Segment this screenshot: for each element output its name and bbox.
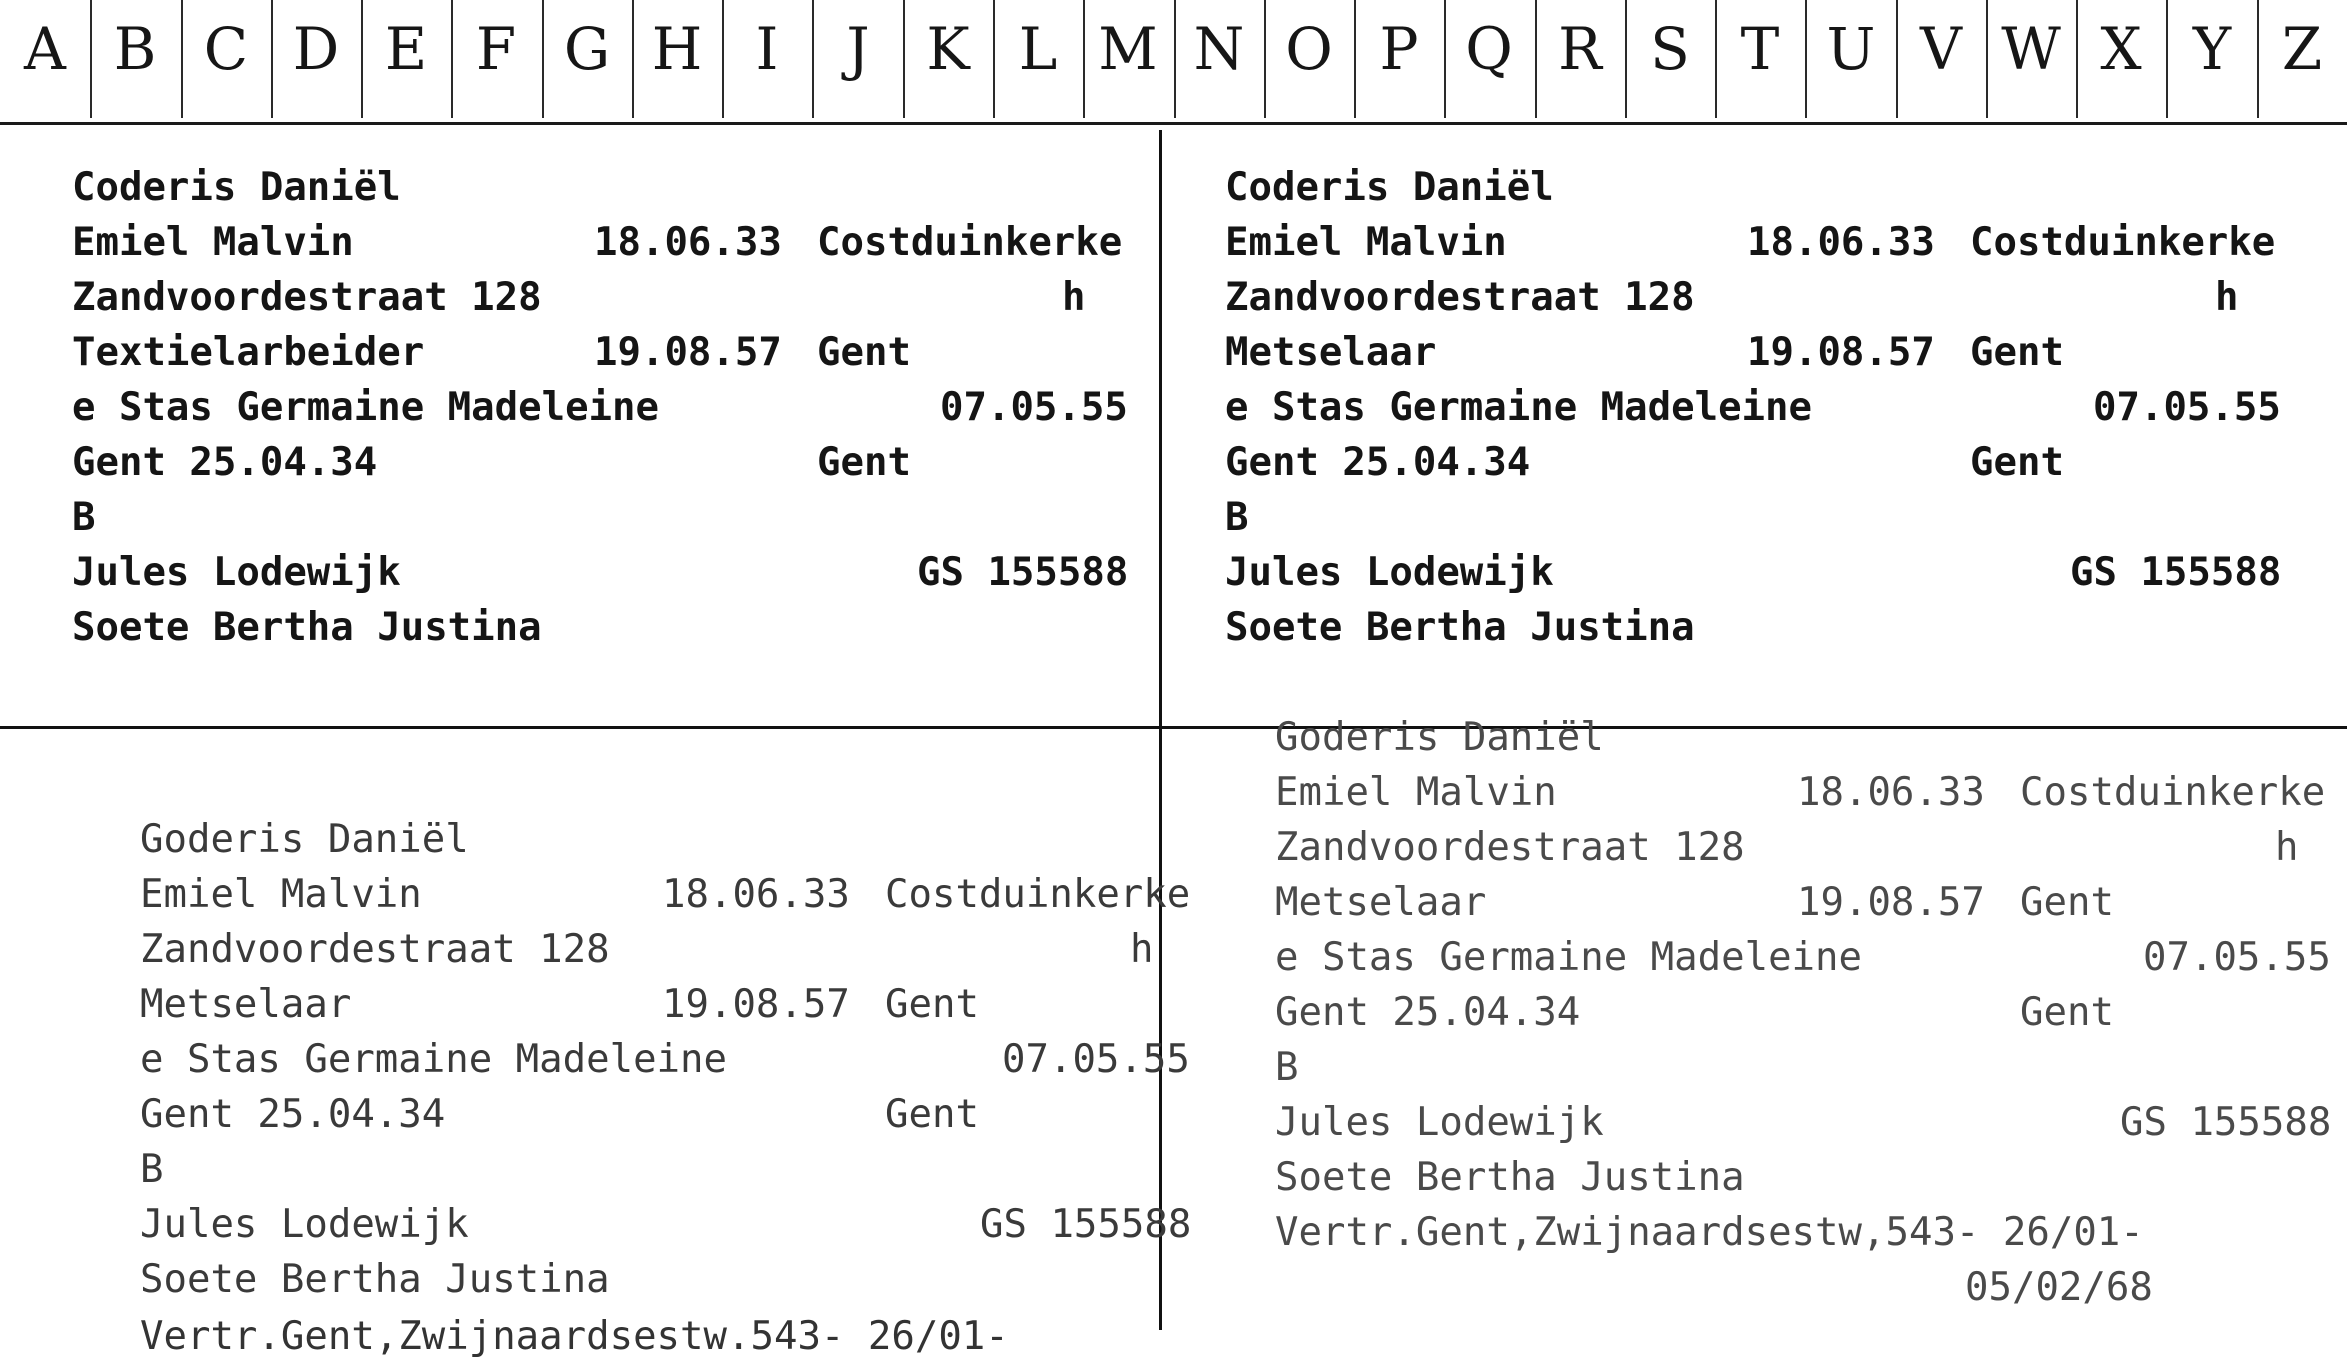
spouse-birth: Gent 25.04.34 (1275, 990, 1581, 1035)
index-divider (361, 0, 363, 118)
card-bottom-left (140, 812, 1192, 1307)
surname: Goderis Daniël (140, 817, 469, 862)
father: Jules Lodewijk (1275, 1100, 1604, 1145)
index-divider (542, 0, 544, 118)
index-letter-g: G (563, 15, 611, 83)
index-letter-j: J (846, 15, 870, 83)
father: Jules Lodewijk (1225, 550, 1554, 595)
index-divider (1805, 0, 1807, 118)
spouse-birth: Gent 25.04.34 (140, 1092, 446, 1137)
alphabet-index-header (0, 0, 2347, 122)
index-divider (993, 0, 995, 118)
spouse: e Stas Germaine Madeleine (1275, 935, 1862, 980)
departure-note: Vertr.Gent,Zwijnaardsestw,543- 26/01- (1275, 1210, 2144, 1255)
birth-place: Costduinkerke (2020, 770, 2326, 815)
occupation-place: Gent (817, 330, 911, 375)
index-letter-v: V (1920, 15, 1962, 83)
surname: Coderis Daniël (1225, 165, 1554, 210)
index-letter-d: D (292, 15, 340, 83)
birth-date: 18.06.33 (594, 220, 782, 265)
spouse-place: Gent (2020, 990, 2114, 1035)
spouse-place: Gent (1970, 440, 2064, 485)
card-bottom-right (1275, 710, 2345, 1315)
index-letter-k: K (926, 15, 970, 83)
spouse: e Stas Germaine Madeleine (140, 1037, 727, 1082)
spouse-place: Gent (817, 440, 911, 485)
header-divider (0, 122, 2347, 125)
birth-place: Costduinkerke (1970, 220, 2276, 265)
index-divider (1625, 0, 1627, 118)
code: B (1275, 1045, 1299, 1090)
mother: Soete Bertha Justina (1275, 1155, 1745, 1200)
index-letter-w: W (2001, 15, 2061, 83)
spouse-birth: Gent 25.04.34 (1225, 440, 1531, 485)
index-divider (1264, 0, 1266, 118)
father: Jules Lodewijk (72, 550, 401, 595)
mother: Soete Bertha Justina (72, 605, 542, 650)
marker: h (1062, 275, 1086, 320)
index-letter-z: Z (2281, 15, 2323, 83)
index-divider (1083, 0, 1085, 118)
code: B (72, 495, 96, 540)
index-letter-p: P (1379, 15, 1419, 83)
index-divider (1444, 0, 1446, 118)
marriage-date: 07.05.55 (940, 385, 1128, 430)
given-names: Emiel Malvin (1225, 220, 1507, 265)
spouse-place: Gent (885, 1092, 979, 1137)
marriage-date: 07.05.55 (2143, 935, 2331, 980)
index-letter-u: U (1826, 15, 1876, 83)
index-letter-r: R (1558, 15, 1602, 83)
index-letter-x: X (2100, 15, 2142, 83)
index-divider (181, 0, 183, 118)
code: B (140, 1147, 164, 1192)
index-letter-l: L (1018, 15, 1058, 83)
spouse-birth: Gent 25.04.34 (72, 440, 378, 485)
index-divider (1174, 0, 1176, 118)
index-divider (1715, 0, 1717, 118)
street-address: Zandvoordestraat 128 (1225, 275, 1695, 320)
occupation: Metselaar (140, 982, 352, 1027)
index-divider (451, 0, 453, 118)
reference-number: GS 155588 (917, 550, 1129, 595)
index-divider (812, 0, 814, 118)
index-letter-e: E (384, 15, 428, 83)
spouse: e Stas Germaine Madeleine (72, 385, 659, 430)
cut-off-line-container (0, 1300, 1159, 1359)
occupation-place: Gent (885, 982, 979, 1027)
index-divider (1896, 0, 1898, 118)
index-letter-m: M (1098, 15, 1158, 83)
reference-number: GS 155588 (980, 1202, 1192, 1247)
index-letter-n: N (1193, 15, 1245, 83)
index-divider (271, 0, 273, 118)
occupation-date: 19.08.57 (594, 330, 782, 375)
index-divider (90, 0, 92, 118)
birth-place: Costduinkerke (885, 872, 1191, 917)
reference-number: GS 155588 (2070, 550, 2282, 595)
index-divider (632, 0, 634, 118)
index-divider (2257, 0, 2259, 118)
occupation: Metselaar (1225, 330, 1437, 375)
occupation-date: 19.08.57 (1747, 330, 1935, 375)
occupation: Textielarbeider (72, 330, 425, 375)
occupation-place: Gent (1970, 330, 2064, 375)
spouse: e Stas Germaine Madeleine (1225, 385, 1812, 430)
index-divider (2076, 0, 2078, 118)
code: B (1225, 495, 1249, 540)
index-letter-c: C (203, 15, 249, 83)
birth-date: 18.06.33 (1797, 770, 1985, 815)
surname: Goderis Daniël (1275, 715, 1604, 760)
departure-line-cut: Vertr.Gent,Zwijnaardsestw.543- 26/01- (140, 1314, 1009, 1359)
index-letter-i: I (755, 15, 779, 83)
index-letter-b: B (113, 15, 157, 83)
father: Jules Lodewijk (140, 1202, 469, 1247)
surname: Coderis Daniël (72, 165, 401, 210)
marker: h (2275, 825, 2299, 870)
birth-date: 18.06.33 (662, 872, 850, 917)
index-divider (1535, 0, 1537, 118)
index-letter-o: O (1285, 15, 1333, 83)
occupation: Metselaar (1275, 880, 1487, 925)
card-top-left (72, 160, 1142, 655)
marker: h (1130, 927, 1154, 972)
occupation-date: 19.08.57 (662, 982, 850, 1027)
street-address: Zandvoordestraat 128 (140, 927, 610, 972)
birth-date: 18.06.33 (1747, 220, 1935, 265)
index-letter-h: H (651, 15, 703, 83)
occupation-date: 19.08.57 (1797, 880, 1985, 925)
occupation-place: Gent (2020, 880, 2114, 925)
marker: h (2215, 275, 2239, 320)
index-letter-a: A (24, 15, 66, 83)
index-divider (903, 0, 905, 118)
index-letter-f: F (475, 15, 517, 83)
given-names: Emiel Malvin (140, 872, 422, 917)
departure-end-date: 05/02/68 (1965, 1265, 2153, 1310)
index-letter-y: Y (2192, 15, 2232, 83)
mother: Soete Bertha Justina (140, 1257, 610, 1302)
marriage-date: 07.05.55 (2093, 385, 2281, 430)
index-divider (1986, 0, 1988, 118)
card-top-right (1225, 160, 2335, 655)
index-divider (2166, 0, 2168, 118)
street-address: Zandvoordestraat 128 (1275, 825, 1745, 870)
birth-place: Costduinkerke (817, 220, 1123, 265)
reference-number: GS 155588 (2120, 1100, 2332, 1145)
mother: Soete Bertha Justina (1225, 605, 1695, 650)
given-names: Emiel Malvin (1275, 770, 1557, 815)
index-letter-q: Q (1465, 15, 1513, 83)
index-divider (1354, 0, 1356, 118)
street-address: Zandvoordestraat 128 (72, 275, 542, 320)
marriage-date: 07.05.55 (1002, 1037, 1190, 1082)
index-letter-t: T (1740, 15, 1780, 83)
given-names: Emiel Malvin (72, 220, 354, 265)
index-letter-s: S (1650, 15, 1690, 83)
index-divider (722, 0, 724, 118)
